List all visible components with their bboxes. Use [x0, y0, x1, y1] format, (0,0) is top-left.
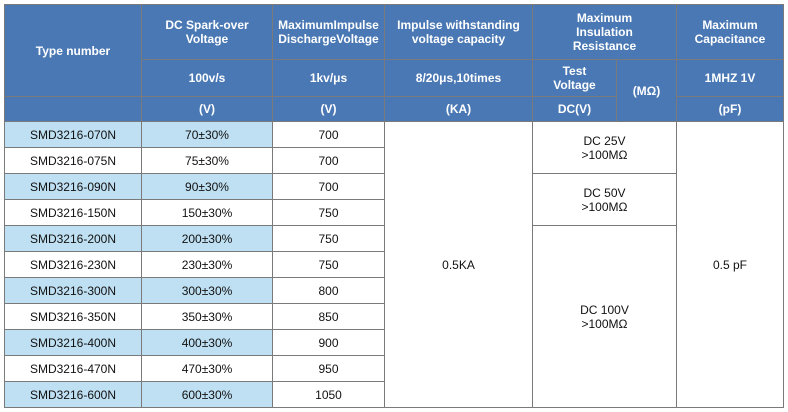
- dc-spark-cell: 200±30%: [142, 226, 273, 252]
- dc-spark-cell: 400±30%: [142, 330, 273, 356]
- table-row: [5, 122, 784, 148]
- ir-group-100v: DC 100V >100MΩ: [533, 226, 677, 408]
- header-test-voltage: Test Voltage: [533, 60, 617, 97]
- dc-spark-cell: 350±30%: [142, 304, 273, 330]
- header-test-voltage-unit: DC(V): [533, 97, 617, 122]
- type-cell: SMD3216-350N: [5, 304, 142, 330]
- header-max-capacitance: Maximum Capacitance: [677, 5, 784, 60]
- impulse-cell: 700: [273, 148, 385, 174]
- capacitance-cell: 0.5 pF: [677, 122, 784, 408]
- impulse-cell: 950: [273, 356, 385, 382]
- ir-group-50v: DC 50V >100MΩ: [533, 174, 677, 226]
- type-cell: SMD3216-150N: [5, 200, 142, 226]
- header-withstanding-unit: (KA): [385, 97, 533, 122]
- type-cell: SMD3216-400N: [5, 330, 142, 356]
- header-impulse-unit: (V): [273, 97, 385, 122]
- dc-spark-cell: 470±30%: [142, 356, 273, 382]
- dc-spark-cell: 75±30%: [142, 148, 273, 174]
- impulse-cell: 1050: [273, 382, 385, 408]
- impulse-cell: 800: [273, 278, 385, 304]
- impulse-cell: 750: [273, 200, 385, 226]
- impulse-cell: 700: [273, 174, 385, 200]
- type-cell: SMD3216-075N: [5, 148, 142, 174]
- header-impulse-condition: 1kv/μs: [273, 60, 385, 97]
- dc-spark-cell: 600±30%: [142, 382, 273, 408]
- type-cell: SMD3216-090N: [5, 174, 142, 200]
- ir-group-25v: DC 25V >100MΩ: [533, 122, 677, 174]
- type-cell: SMD3216-070N: [5, 122, 142, 148]
- dc-spark-cell: 90±30%: [142, 174, 273, 200]
- type-cell: SMD3216-200N: [5, 226, 142, 252]
- header-insulation-resistance: Maximum Insulation Resistance: [533, 5, 677, 60]
- header-dc-unit: (V): [142, 97, 273, 122]
- impulse-cell: 700: [273, 122, 385, 148]
- header-dc-spark-over: DC Spark-over Voltage: [142, 5, 273, 60]
- header-dc-condition: 100v/s: [142, 60, 273, 97]
- dc-spark-cell: 300±30%: [142, 278, 273, 304]
- impulse-cell: 900: [273, 330, 385, 356]
- header-type-unit-blank: [5, 97, 142, 122]
- header-type-number: Type number: [5, 5, 142, 97]
- header-capacitance-condition: 1MHZ 1V: [677, 60, 784, 97]
- type-cell: SMD3216-600N: [5, 382, 142, 408]
- header-capacitance-unit: (pF): [677, 97, 784, 122]
- dc-spark-cell: 230±30%: [142, 252, 273, 278]
- header-max-impulse: MaximumImpulse DischargeVoltage: [273, 5, 385, 60]
- impulse-capacity-cell: 0.5KA: [385, 122, 533, 408]
- dc-spark-cell: 70±30%: [142, 122, 273, 148]
- dc-spark-cell: 150±30%: [142, 200, 273, 226]
- header-withstanding-condition: 8/20μs,10times: [385, 60, 533, 97]
- header-impulse-withstanding: Impulse withstanding voltage capacity: [385, 5, 533, 60]
- type-cell: SMD3216-300N: [5, 278, 142, 304]
- impulse-cell: 750: [273, 226, 385, 252]
- type-cell: SMD3216-470N: [5, 356, 142, 382]
- spec-table: [4, 4, 784, 408]
- impulse-cell: 850: [273, 304, 385, 330]
- impulse-cell: 750: [273, 252, 385, 278]
- type-cell: SMD3216-230N: [5, 252, 142, 278]
- header-mohm-unit: (MΩ): [617, 60, 677, 122]
